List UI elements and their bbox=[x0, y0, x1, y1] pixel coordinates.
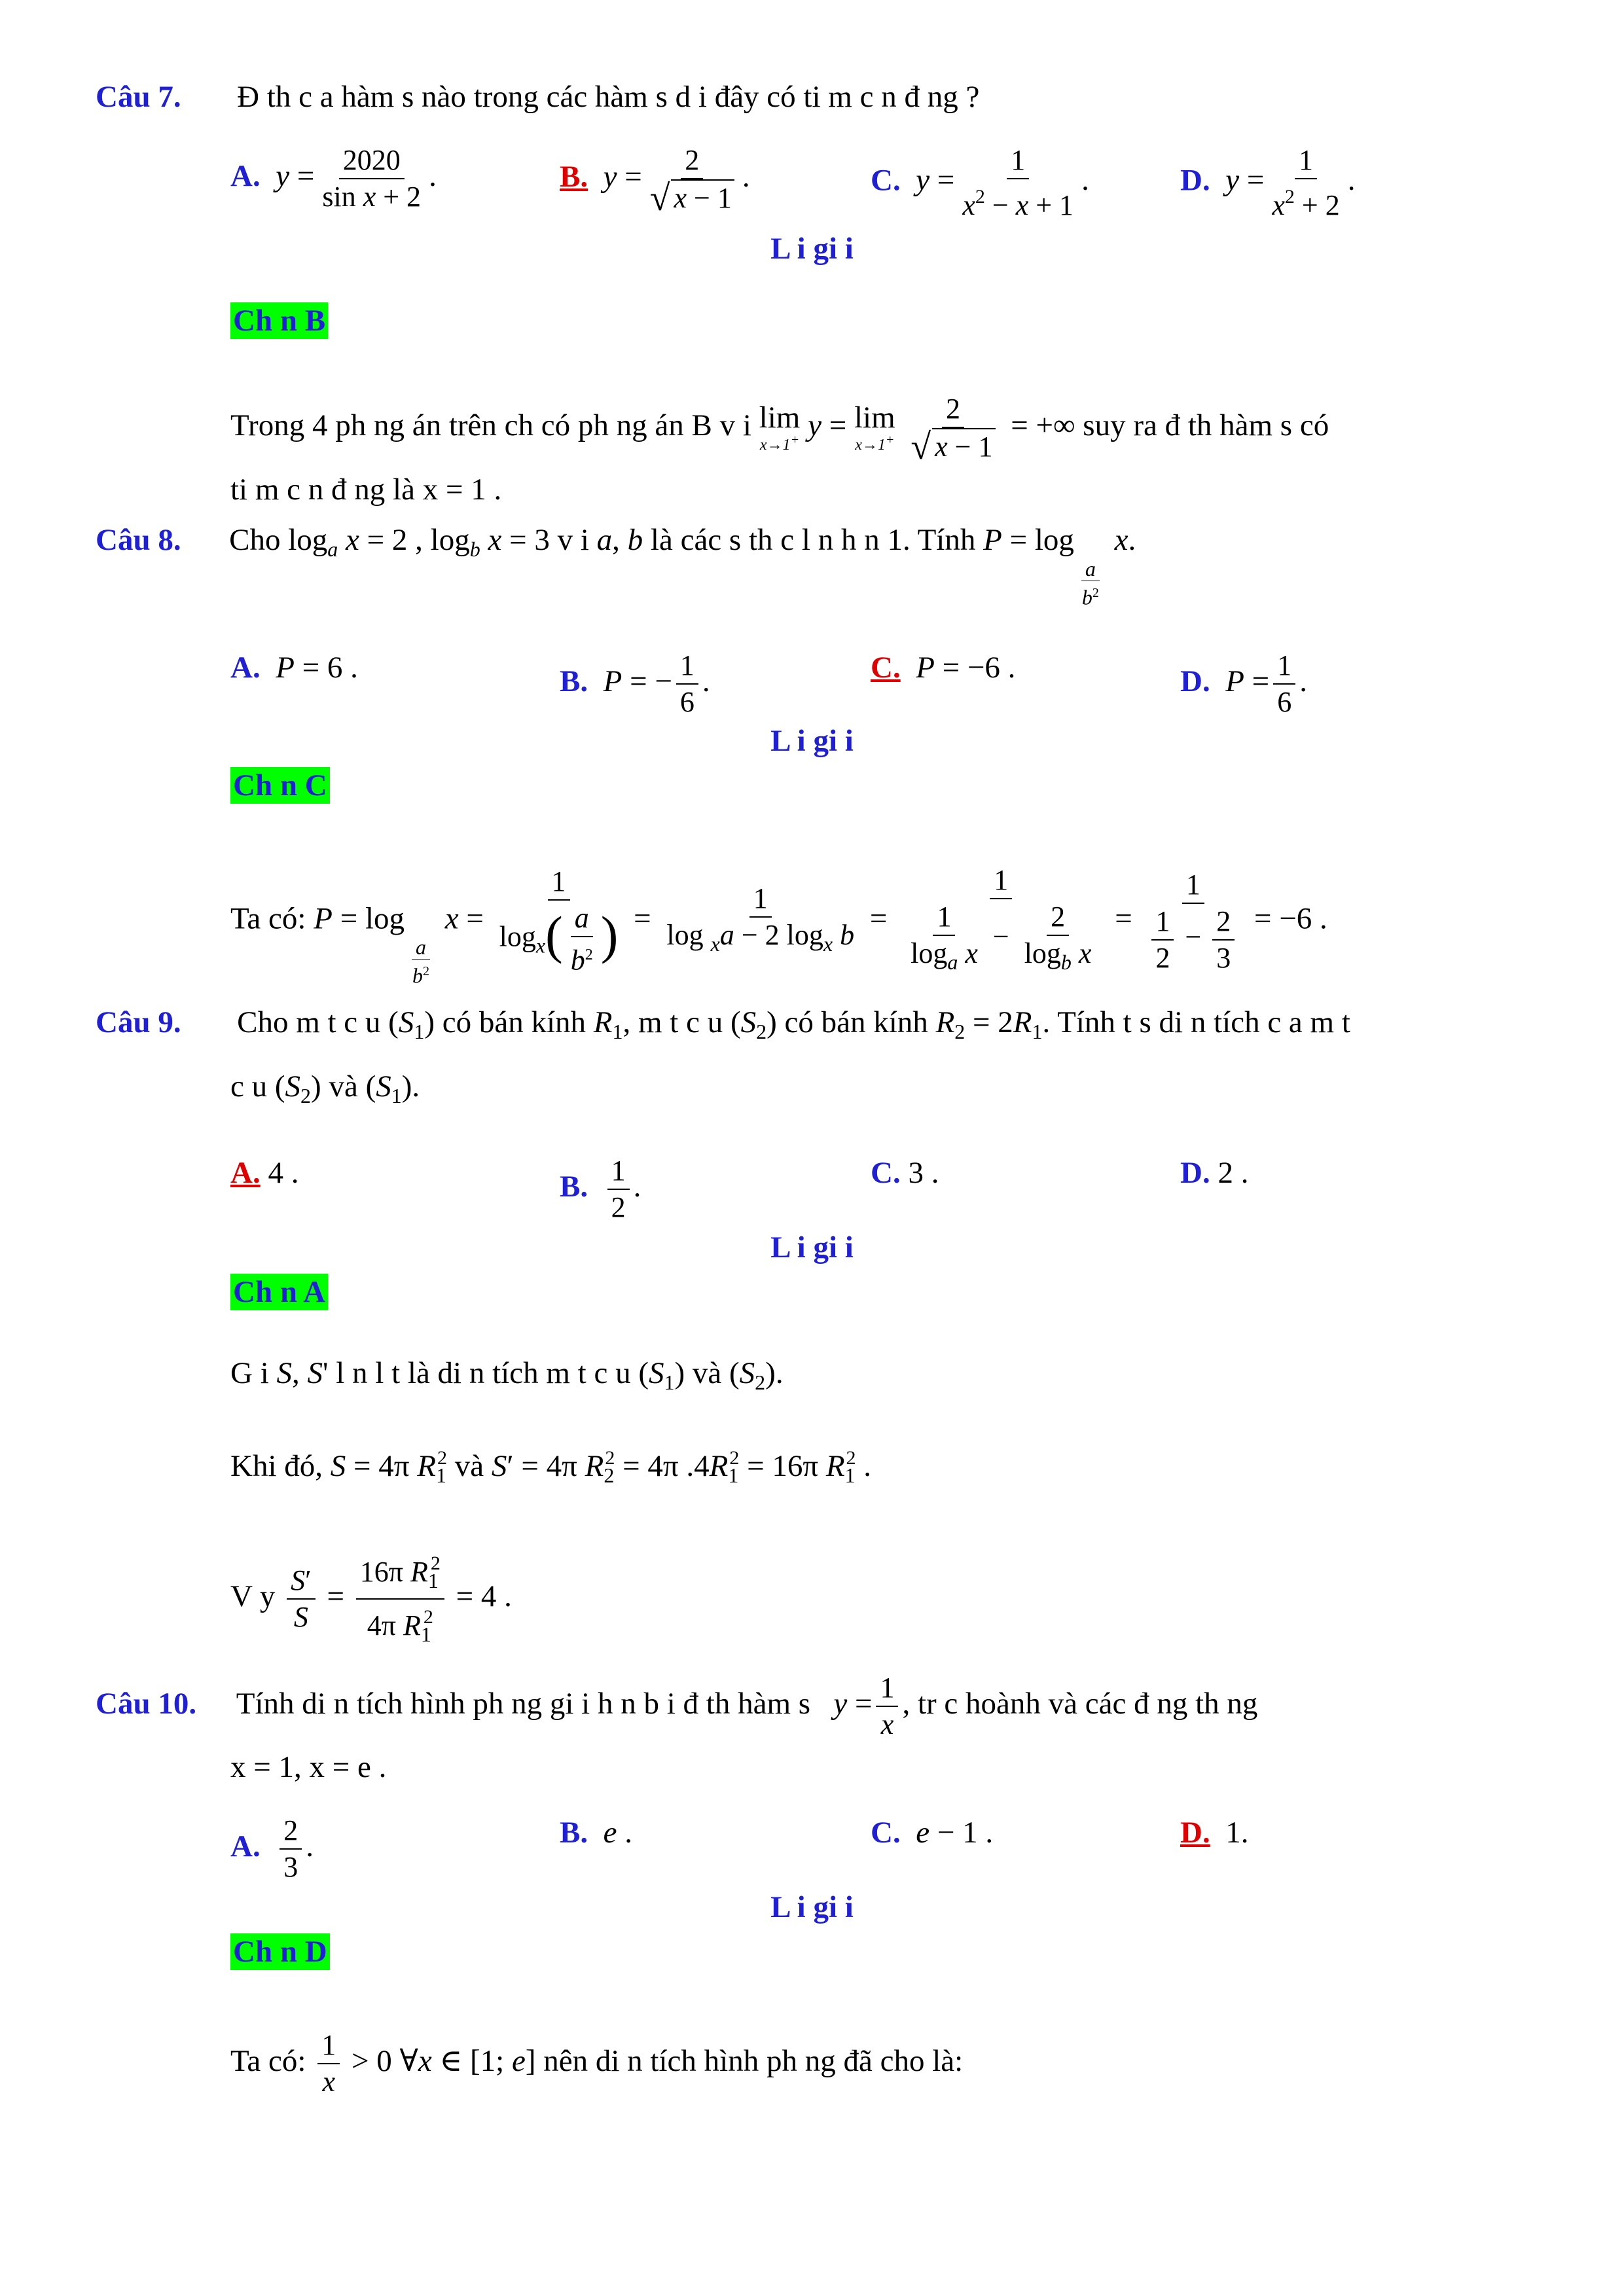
q8-text-a: Cho bbox=[229, 523, 281, 557]
q9-expl1-a: G i bbox=[230, 1356, 269, 1390]
q8-solution-heading: L i gi i bbox=[770, 724, 854, 758]
q8-label: Câu 8. bbox=[96, 523, 181, 557]
q10-a-expr: $\frac{2}{3}$ . bbox=[268, 1829, 314, 1863]
q9-c-expr: 3 . bbox=[908, 1156, 939, 1190]
q9-expl2-a: Khi đó, bbox=[230, 1449, 323, 1483]
q8-taco: Ta có: bbox=[230, 901, 306, 936]
q9-text2-and: và bbox=[329, 1069, 358, 1103]
q10-stem-line2: x = 1, x = e . bbox=[230, 1750, 387, 1784]
q9-stem-line2: c u $(S_2)$ và $(S_1)$. bbox=[230, 1069, 420, 1107]
q9-expl1-b: l n l t là di n tích m t c u bbox=[336, 1356, 631, 1390]
q10-d-expr: 1. bbox=[1218, 1816, 1249, 1850]
q8-option-a[interactable] bbox=[230, 648, 358, 687]
q9-option-c[interactable] bbox=[871, 1153, 939, 1193]
option-label: D. bbox=[1180, 1156, 1210, 1190]
q9-expl1-and: và bbox=[692, 1356, 722, 1390]
q7-explanation-line2: ti m c n đ ng là x = 1 . bbox=[230, 473, 502, 507]
q9-text-b: có bán kính bbox=[442, 1005, 586, 1039]
q8-explanation: Ta có: P = log $\frac{a}{b^2}$ x = 1 $\log_x$( $\frac{a}{b^2}$ ) = $\frac{1}{\log _xa - 2 \log_x b}$ = 1 $\frac{1}{\log_a x}$ − $\frac{2}{\log_b x}$ = 1 $\frac{1}{2}$ − $\frac{2}{3}$ = −6 . bbox=[230, 864, 1327, 988]
q9-chosen-answer: Ch n A bbox=[230, 1274, 328, 1310]
q9-option-b[interactable] bbox=[560, 1153, 641, 1225]
q10-option-b[interactable] bbox=[560, 1813, 632, 1852]
q9-solution-heading: L i gi i bbox=[770, 1230, 854, 1265]
option-label: C. bbox=[871, 1816, 901, 1850]
q9-d-expr: 2 . bbox=[1218, 1156, 1249, 1190]
q7-b-expr: y = $\frac{2}{√ x - 1}$ . bbox=[603, 144, 750, 219]
q7-text: Đ th c a hàm s nào trong các hàm s d i đây có ti m c n đ ng ? bbox=[237, 80, 980, 114]
q8-option-b[interactable] bbox=[560, 648, 710, 720]
option-label: A. bbox=[230, 1829, 261, 1863]
q7-chosen-answer: Ch n B bbox=[230, 302, 328, 339]
q10-solution-heading: L i gi i bbox=[770, 1890, 854, 1924]
q10-label: Câu 10. bbox=[96, 1686, 197, 1721]
option-label: B. bbox=[560, 1169, 588, 1204]
q10-expl-a: Ta có: bbox=[230, 2043, 306, 2078]
q10-explanation: Ta có: $\frac{1}{x}$ > 0 ∀x ∈ [1; e] nên di n tích hình ph ng đã cho là: bbox=[230, 2029, 964, 2098]
q7-expl-text-a: Trong 4 ph ng án trên ch có ph ng án B v i bbox=[230, 408, 751, 442]
q9-text-d: có bán kính bbox=[784, 1005, 928, 1039]
q7-solution-heading: L i gi i bbox=[770, 232, 854, 266]
q7-expl-text-b: suy ra đ th hàm s có bbox=[1083, 408, 1329, 442]
q7-a-expr: y = $\frac{2020}{\text{sin x + 2}}$ . bbox=[276, 144, 437, 213]
option-label: D. bbox=[1180, 664, 1210, 698]
option-label: C. bbox=[871, 1156, 901, 1190]
q7-option-b[interactable] bbox=[560, 143, 750, 219]
option-label: A. bbox=[230, 651, 261, 685]
q9-option-a[interactable] bbox=[230, 1153, 298, 1193]
q9-label: Câu 9. bbox=[96, 1005, 181, 1039]
q10-c-expr: e − 1 . bbox=[916, 1816, 994, 1850]
q8-option-d[interactable] bbox=[1180, 648, 1307, 720]
q9-a-expr: 4 . bbox=[268, 1156, 299, 1190]
q10-option-c[interactable] bbox=[871, 1813, 993, 1852]
q9-option-d[interactable] bbox=[1180, 1153, 1248, 1193]
option-label: B. bbox=[560, 664, 588, 698]
q7-explanation-line1: Trong 4 ph ng án trên ch có ph ng án B v i lim x→1+ y = lim x→1+ $\frac{2}{√ x - 1}$ = +∞ suy ra đ th hàm s có bbox=[230, 393, 1329, 467]
q10-stem-line1: Câu 10. Tính di n tích hình ph ng gi i h n b i đ th hàm s y = $\frac{1}{x}$ , tr c hoành và các đ ng th ng bbox=[96, 1672, 1258, 1740]
q8-text-b: v i bbox=[557, 523, 589, 557]
q9-stem-line1: Câu 9. Cho m t c u $(S_1)$ có bán kính $R_1$, m t c u $(S_2)$ có bán kính $R_2 = 2R_1$. Tính t s di n tích c a m t bbox=[96, 1005, 1350, 1043]
q8-a-expr: P = 6 . bbox=[276, 651, 358, 685]
q9-text-c: , m t c u bbox=[623, 1005, 723, 1039]
q8-text-c: là các s th c l n h n 1. Tính bbox=[650, 523, 976, 557]
q10-expl-b: nên di n tích hình ph ng đã cho là: bbox=[543, 2043, 964, 2078]
q9-text2: c u bbox=[230, 1069, 268, 1103]
q9-explanation-line3: V y $\frac{S'}{S}$ = $\frac{16\pi R_1^2}{4\pi R_1^2}$ = 4 . bbox=[230, 1546, 512, 1652]
q10-b-expr: e . bbox=[603, 1816, 632, 1850]
q7-c-expr: y = $\frac{1}{x^2 - x + 1}$ . bbox=[916, 144, 1089, 221]
q7-d-expr: y = $\frac{1}{x^2 + 2}$ . bbox=[1225, 144, 1356, 221]
q8-d-expr: P = $\frac{1}{6}$ . bbox=[1225, 649, 1307, 718]
q7-stem bbox=[96, 77, 979, 117]
q9-explanation-line1: G i S, S' l n l t là di n tích m t c u $(S_1)$ và $(S_2)$. bbox=[230, 1356, 784, 1394]
q8-stem: Câu 8. Cho $\log_a x = 2$ , $\log_b x = 3$ v i a, b là các s th c l n h n 1. Tính P = log $\frac{a}{b^2}$ x. bbox=[96, 523, 1136, 609]
q9-text-e: . Tính t s di n tích c a m t bbox=[1042, 1005, 1350, 1039]
q9-b-expr: $\frac{1}{2}$ . bbox=[596, 1170, 641, 1204]
option-label: C. bbox=[871, 163, 901, 198]
q8-chosen-answer: Ch n C bbox=[230, 767, 330, 804]
q7-option-a[interactable] bbox=[230, 143, 437, 215]
option-label: A. bbox=[230, 1156, 261, 1190]
option-label: B. bbox=[560, 159, 588, 194]
q10-text-b: , tr c hoành và các đ ng th ng bbox=[902, 1686, 1258, 1721]
q7-option-c[interactable] bbox=[871, 143, 1089, 223]
q9-explanation-line2: Khi đó, S = 4π $R_1^2$ và S′ = 4π $R_2^2 = 4\pi$ $.4R_1^2 = 16\pi$ $R_1^2$ . bbox=[230, 1447, 872, 1487]
q8-c-expr: P = −6 . bbox=[916, 651, 1016, 685]
q10-option-d[interactable] bbox=[1180, 1813, 1248, 1852]
q9-text-a: Cho m t c u bbox=[237, 1005, 381, 1039]
q7-option-d[interactable] bbox=[1180, 143, 1355, 223]
q8-option-c[interactable] bbox=[871, 648, 1015, 687]
q10-text-a: Tính di n tích hình ph ng gi i h n b i đ th hàm s bbox=[236, 1686, 811, 1721]
q10-chosen-answer: Ch n D bbox=[230, 1933, 330, 1970]
option-label: C. bbox=[871, 651, 901, 685]
option-label: B. bbox=[560, 1816, 588, 1850]
limit-expr: lim x→1+ bbox=[759, 401, 801, 454]
q7-label: Câu 7. bbox=[96, 80, 181, 114]
q10-option-a[interactable] bbox=[230, 1813, 314, 1885]
option-label: D. bbox=[1180, 163, 1210, 198]
q9-expl2-and: và bbox=[454, 1449, 484, 1483]
option-label: A. bbox=[230, 158, 261, 193]
option-label: D. bbox=[1180, 1816, 1210, 1850]
q8-b-expr: P = − $\frac{1}{6}$ . bbox=[603, 649, 710, 718]
q9-expl3: V y bbox=[230, 1579, 276, 1613]
